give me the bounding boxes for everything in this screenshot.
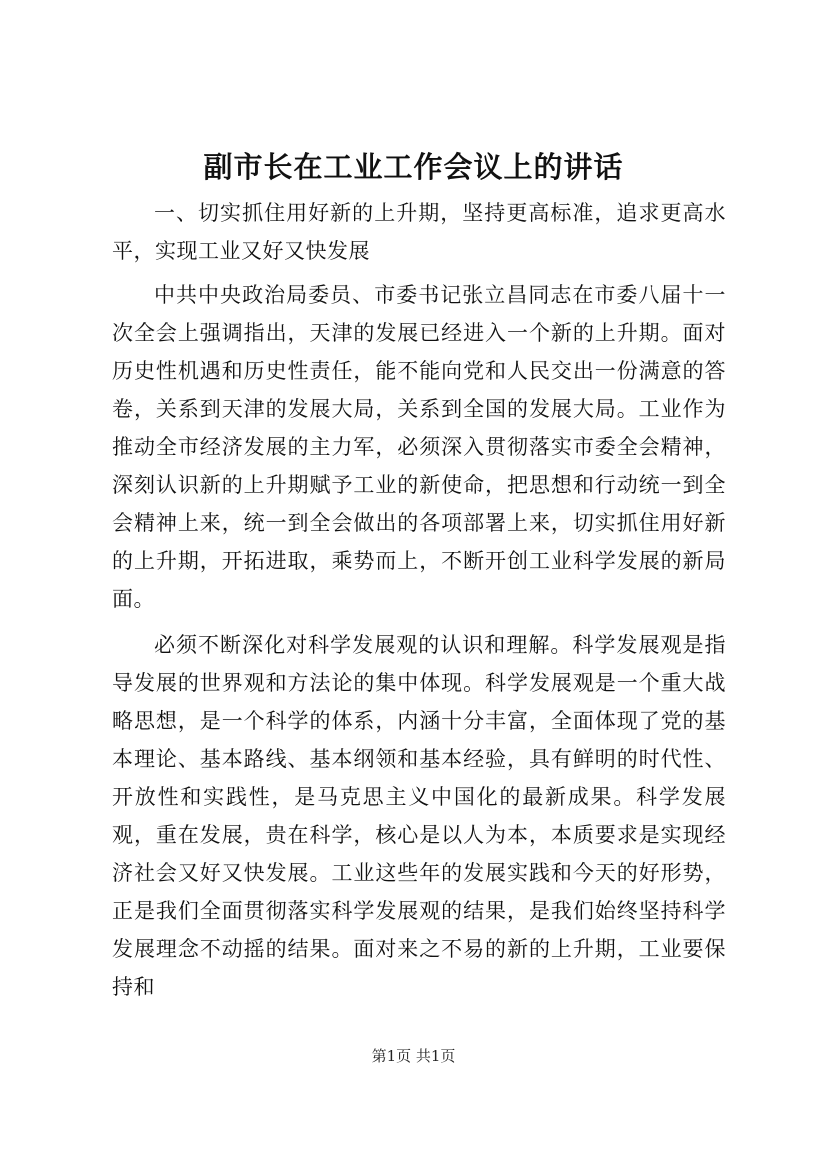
document-body [112, 194, 726, 1006]
body-paragraph: 必须不断深化对科学发展观的认识和理解。科学发展观是指导发展的世界观和方法论的集中体现。科学发展观是一个重大战略思想，是一个科学的体系，内涵十分丰富，全面体现了党的基本理论、基本路线、基本纲领和基本经验，具有鲜明的时代性、开放性和实践性，是马克思主义中国化的最新成果。科学发展观，重在发展，贵在科学，核心是以人为本，本质要求是实现经济社会又好又快发展。工业这些年的发展实践和今天的好形势，正是我们全面贯彻落实科学发展观的结果，是我们始终坚持科学发展理念不动摇的结果。面对来之不易的新的上升期，工业要保持和 [112, 633, 726, 999]
document-title: 副市长在工业工作会议上的讲话 [203, 150, 624, 184]
body-paragraph: 中共中央政治局委员、市委书记张立昌同志在市委八届十一次全会上强调指出，天津的发展已经进入一个新的上升期。面对历史性机遇和历史性责任，能不能向党和人民交出一份满意的答卷，关系到天津的发展大局，关系到全国的发展大局。工业作为推动全市经济发展的主力军，必须深入贯彻落实市委全会精神，深刻认识新的上升期赋予工业的新使命，把思想和行动统一到全会精神上来，统一到全会做出的各项部署上来，切实抓住用好新的上升期，开拓进取，乘势而上，不断开创工业科学发展的新局面。 [112, 283, 726, 611]
section-heading-paragraph: 一、切实抓住用好新的上升期，坚持更高标准，追求更高水平，实现工业又好又快发展 [112, 201, 726, 263]
page-footer: 第1页 共1页 [371, 1047, 456, 1065]
